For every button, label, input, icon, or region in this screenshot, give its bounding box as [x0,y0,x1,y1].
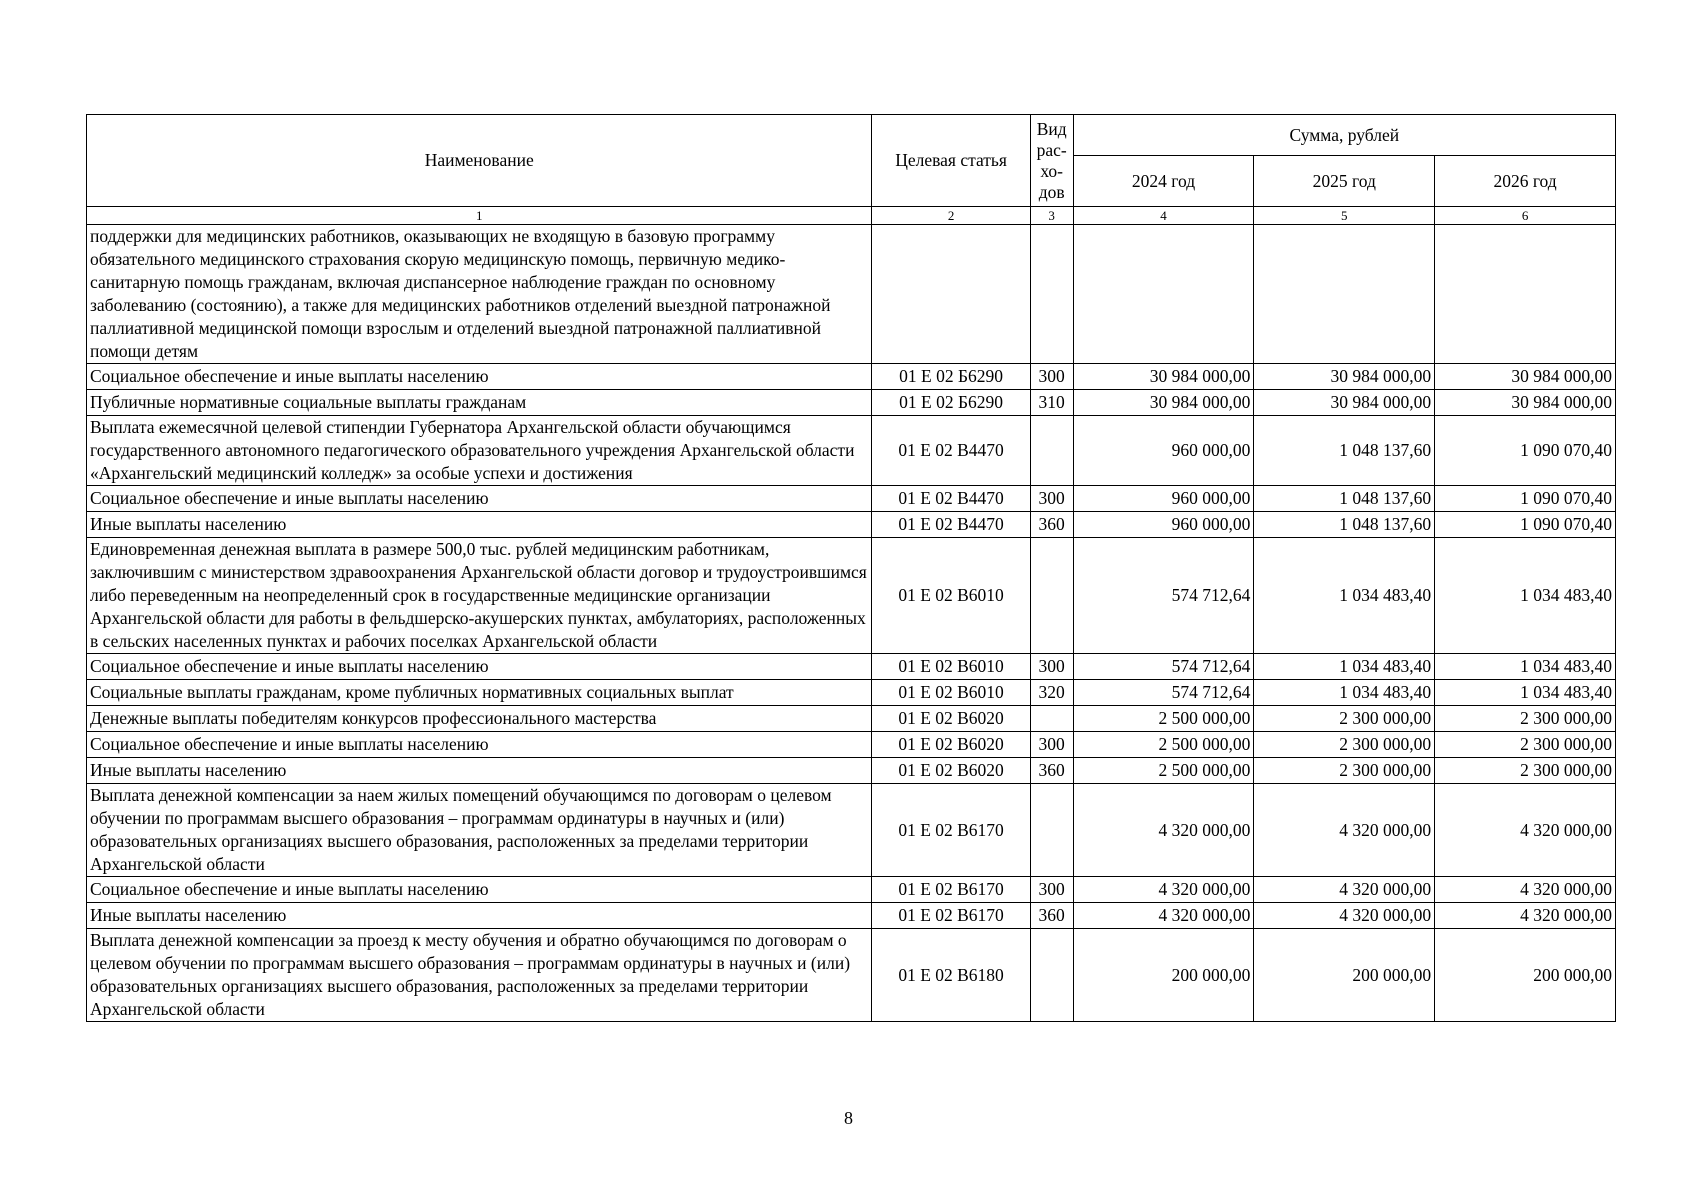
column-number: 2 [872,207,1030,225]
row-amount-2024: 960 000,00 [1073,486,1254,512]
row-amount-2024 [1073,225,1254,364]
page-number: 8 [844,1108,853,1128]
row-amount-2026: 1 090 070,40 [1435,512,1616,538]
row-amount-2026: 2 300 000,00 [1435,758,1616,784]
row-target-article [872,225,1030,364]
row-expense-kind [1030,538,1073,654]
row-amount-2026: 1 034 483,40 [1435,654,1616,680]
row-amount-2024: 574 712,64 [1073,654,1254,680]
table-row [87,706,1616,732]
row-amount-2026: 1 034 483,40 [1435,538,1616,654]
row-amount-2026: 30 984 000,00 [1435,390,1616,416]
row-amount-2025: 1 034 483,40 [1254,680,1435,706]
row-target-article: 01 Е 02 В6170 [872,877,1030,903]
row-amount-2025: 200 000,00 [1254,929,1435,1022]
row-amount-2024: 4 320 000,00 [1073,784,1254,877]
row-expense-kind: 310 [1030,390,1073,416]
row-name: Денежные выплаты победителям конкурсов профессионального мастерства [87,706,872,732]
table-row [87,486,1616,512]
row-amount-2024: 30 984 000,00 [1073,364,1254,390]
row-target-article: 01 Е 02 В6020 [872,706,1030,732]
row-name: Единовременная денежная выплата в размере 500,0 тыс. рублей медицинским работникам, заключившим с министерством здравоохранения Архангельской области договор и трудоустроившимся либо переведенным на неопределенный срок в государственные медицинские организации Архангельской области для работы в фельдшерско-акушерских пунктах, амбулаториях, расположенных в сельских населенных пунктах и рабочих поселках Архангельской области [87,538,872,654]
row-amount-2026: 1 090 070,40 [1435,416,1616,486]
row-amount-2024: 574 712,64 [1073,680,1254,706]
row-name: Социальные выплаты гражданам, кроме публичных нормативных социальных выплат [87,680,872,706]
table-row [87,654,1616,680]
row-amount-2026: 2 300 000,00 [1435,732,1616,758]
row-target-article: 01 Е 02 В4470 [872,416,1030,486]
row-amount-2025: 2 300 000,00 [1254,732,1435,758]
table-row [87,680,1616,706]
table-row [87,903,1616,929]
row-amount-2026: 1 034 483,40 [1435,680,1616,706]
row-target-article: 01 Е 02 Б6290 [872,364,1030,390]
row-name: Выплата денежной компенсации за проезд к месту обучения и обратно обучающимся по договорам о целевом обучении по программам высшего образования – программам ординатуры в научных и (или) образовательных организациях высшего образования, расположенных за пределами территории Архангельской области [87,929,872,1022]
row-amount-2024: 2 500 000,00 [1073,758,1254,784]
row-amount-2025: 1 048 137,60 [1254,486,1435,512]
row-expense-kind [1030,225,1073,364]
row-amount-2026 [1435,225,1616,364]
row-expense-kind: 300 [1030,654,1073,680]
column-number: 1 [87,207,872,225]
row-target-article: 01 Е 02 В6020 [872,732,1030,758]
row-amount-2025: 1 034 483,40 [1254,538,1435,654]
row-amount-2024: 574 712,64 [1073,538,1254,654]
row-amount-2024: 4 320 000,00 [1073,877,1254,903]
row-expense-kind: 360 [1030,758,1073,784]
row-amount-2025: 2 300 000,00 [1254,758,1435,784]
row-name: Выплата ежемесячной целевой стипендии Губернатора Архангельской области обучающимся государственного автономного педагогического образовательного учреждения Архангельской области «Архангельский медицинский колледж» за особые успехи и достижения [87,416,872,486]
row-target-article: 01 Е 02 В6010 [872,538,1030,654]
table-row [87,538,1616,654]
row-amount-2025: 30 984 000,00 [1254,364,1435,390]
row-amount-2024: 200 000,00 [1073,929,1254,1022]
row-expense-kind: 300 [1030,364,1073,390]
table-row [87,758,1616,784]
row-expense-kind: 320 [1030,680,1073,706]
header-expense-kind [1030,115,1073,207]
row-amount-2025: 4 320 000,00 [1254,877,1435,903]
row-name: Иные выплаты населению [87,758,872,784]
row-amount-2025: 1 048 137,60 [1254,512,1435,538]
row-name: поддержки для медицинских работников, оказывающих не входящую в базовую программу обязательного медицинского страхования скорую медицинскую помощь, первичную медико-санитарную помощь гражданам, включая диспансерное наблюдение граждан по основному заболеванию (состоянию), а также для медицинских работников отделений выездной патронажной паллиативной медицинской помощи взрослым и отделений выездной патронажной паллиативной помощи детям [87,225,872,364]
header-target-article: Целевая статья [872,115,1030,207]
row-amount-2024: 2 500 000,00 [1073,706,1254,732]
row-amount-2026: 200 000,00 [1435,929,1616,1022]
row-name: Иные выплаты населению [87,903,872,929]
row-target-article: 01 Е 02 В6170 [872,784,1030,877]
budget-table [86,114,1616,1022]
column-number-row [87,207,1616,225]
row-amount-2025 [1254,225,1435,364]
row-amount-2025: 2 300 000,00 [1254,706,1435,732]
header-name: Наименование [87,115,872,207]
header-year-2025: 2025 год [1254,156,1435,207]
header-year-2024: 2024 год [1073,156,1254,207]
row-amount-2025: 4 320 000,00 [1254,903,1435,929]
table-body [87,225,1616,1022]
row-expense-kind: 300 [1030,732,1073,758]
table-row [87,877,1616,903]
row-amount-2024: 30 984 000,00 [1073,390,1254,416]
row-amount-2024: 960 000,00 [1073,416,1254,486]
table-row [87,416,1616,486]
row-amount-2024: 960 000,00 [1073,512,1254,538]
row-amount-2026: 2 300 000,00 [1435,706,1616,732]
row-target-article: 01 Е 02 В4470 [872,512,1030,538]
row-amount-2026: 30 984 000,00 [1435,364,1616,390]
row-amount-2025: 1 048 137,60 [1254,416,1435,486]
row-amount-2026: 1 090 070,40 [1435,486,1616,512]
row-expense-kind: 360 [1030,903,1073,929]
row-target-article: 01 Е 02 В6170 [872,903,1030,929]
table-row [87,390,1616,416]
row-name: Социальное обеспечение и иные выплаты населению [87,654,872,680]
row-target-article: 01 Е 02 В6010 [872,654,1030,680]
header-sum: Сумма, рублей [1073,115,1615,156]
row-amount-2026: 4 320 000,00 [1435,903,1616,929]
row-amount-2026: 4 320 000,00 [1435,784,1616,877]
row-target-article: 01 Е 02 Б6290 [872,390,1030,416]
row-amount-2025: 4 320 000,00 [1254,784,1435,877]
row-expense-kind [1030,929,1073,1022]
row-name: Социальное обеспечение и иные выплаты населению [87,732,872,758]
row-expense-kind: 360 [1030,512,1073,538]
column-number: 5 [1254,207,1435,225]
row-target-article: 01 Е 02 В6010 [872,680,1030,706]
header-expense-kind-text: Вид рас- хо- дов [1036,118,1067,202]
row-name: Социальное обеспечение и иные выплаты населению [87,364,872,390]
row-target-article: 01 Е 02 В4470 [872,486,1030,512]
row-target-article: 01 Е 02 В6020 [872,758,1030,784]
table-row [87,364,1616,390]
row-amount-2025: 30 984 000,00 [1254,390,1435,416]
row-amount-2026: 4 320 000,00 [1435,877,1616,903]
table-row [87,732,1616,758]
column-number: 4 [1073,207,1254,225]
row-name: Иные выплаты населению [87,512,872,538]
row-expense-kind [1030,416,1073,486]
row-target-article: 01 Е 02 В6180 [872,929,1030,1022]
table-row [87,225,1616,364]
header-year-2026: 2026 год [1435,156,1616,207]
table-row [87,512,1616,538]
row-name: Выплата денежной компенсации за наем жилых помещений обучающимся по договорам о целевом обучении по программам высшего образования – программам ординатуры в научных и (или) образовательных организациях высшего образования, расположенных за пределами территории Архангельской области [87,784,872,877]
row-name: Публичные нормативные социальные выплаты гражданам [87,390,872,416]
column-number: 6 [1435,207,1616,225]
row-amount-2025: 1 034 483,40 [1254,654,1435,680]
table-row [87,929,1616,1022]
row-name: Социальное обеспечение и иные выплаты населению [87,877,872,903]
row-amount-2024: 2 500 000,00 [1073,732,1254,758]
row-expense-kind: 300 [1030,486,1073,512]
column-number: 3 [1030,207,1073,225]
row-name: Социальное обеспечение и иные выплаты населению [87,486,872,512]
table-row [87,784,1616,877]
row-expense-kind [1030,784,1073,877]
row-expense-kind [1030,706,1073,732]
row-amount-2024: 4 320 000,00 [1073,903,1254,929]
row-expense-kind: 300 [1030,877,1073,903]
